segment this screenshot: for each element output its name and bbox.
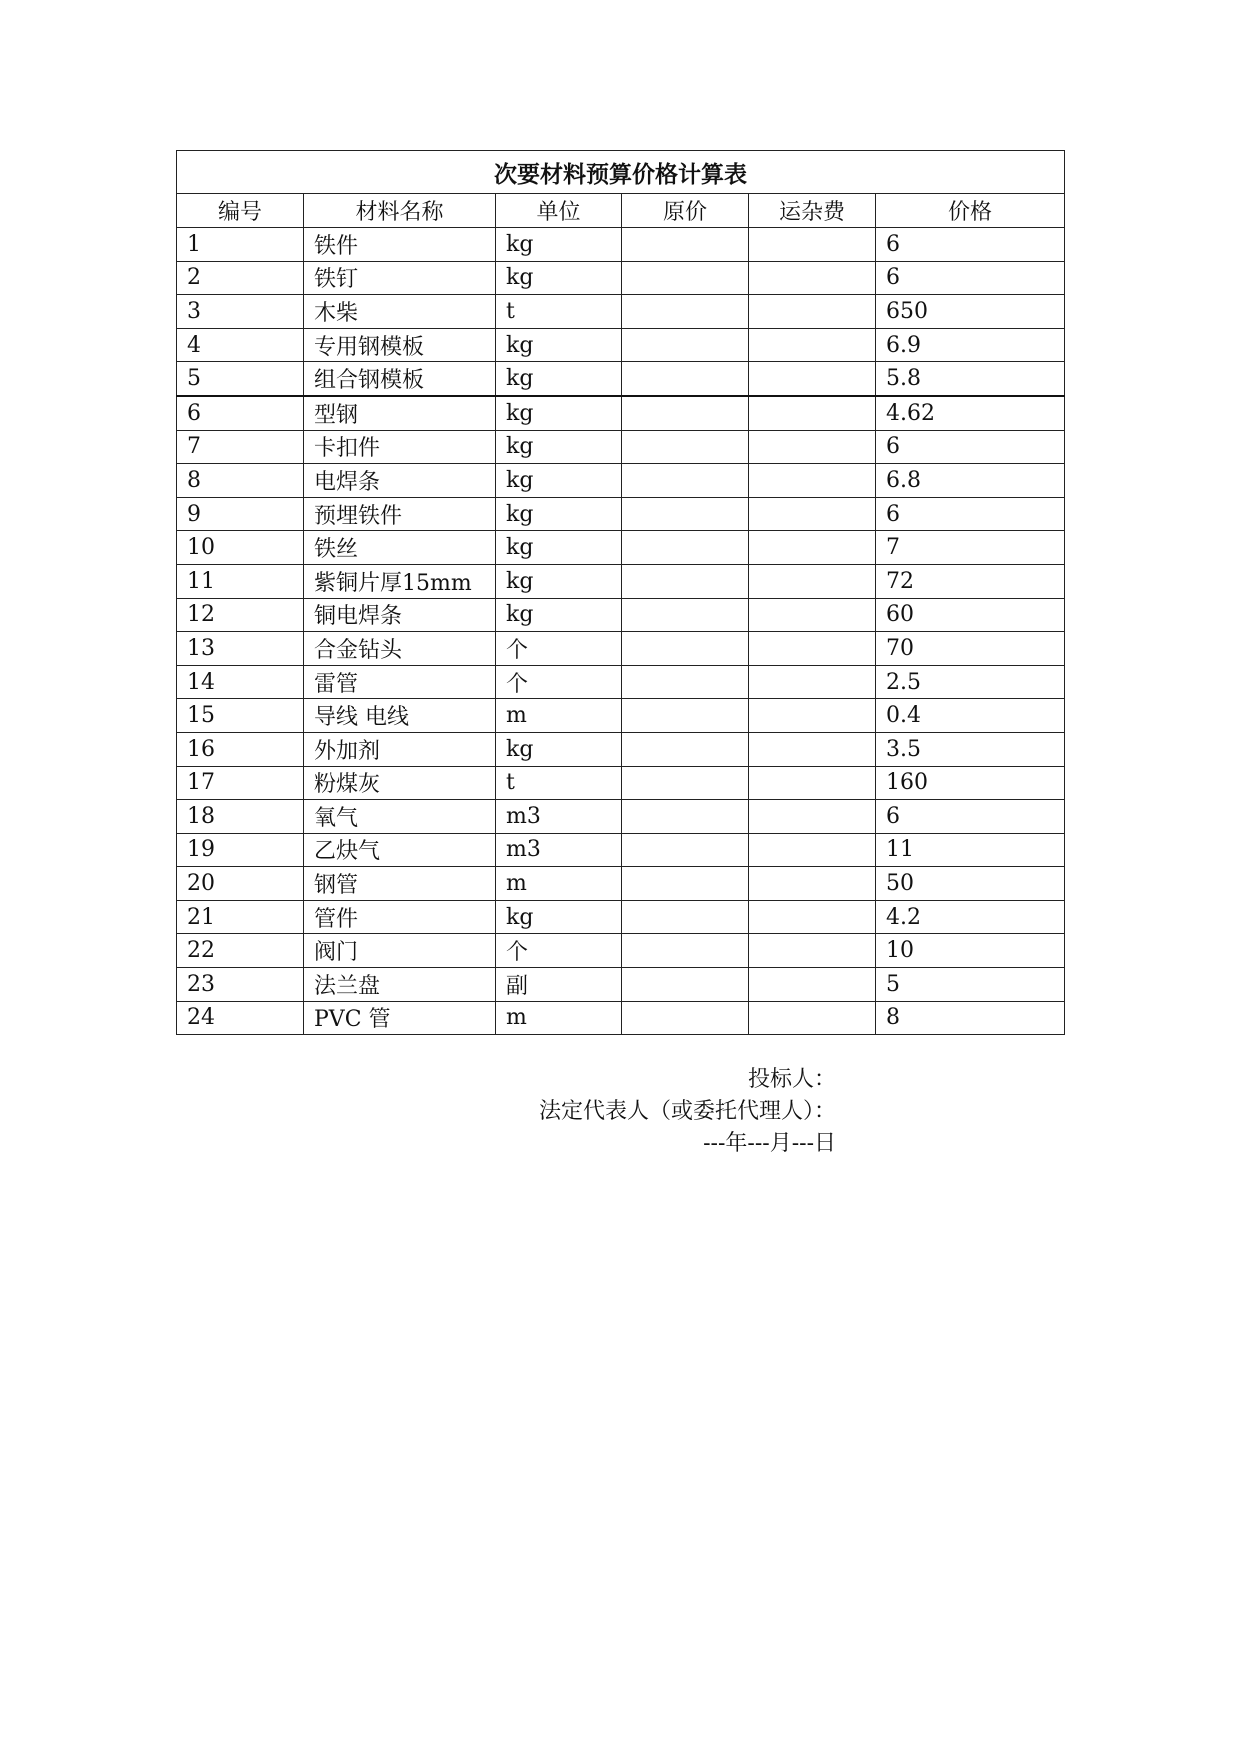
- cell-unit: t: [496, 295, 622, 329]
- cell-no: 16: [177, 732, 304, 766]
- table-row: [177, 732, 1065, 766]
- cell-freight: [749, 531, 876, 565]
- cell-material-name: 卡扣件: [304, 430, 496, 464]
- cell-no: 24: [177, 1001, 304, 1035]
- table-row: [177, 564, 1065, 598]
- cell-unit: kg: [496, 430, 622, 464]
- table-row: [177, 1001, 1065, 1035]
- cell-price: 50: [876, 867, 1065, 901]
- cell-no: 14: [177, 665, 304, 699]
- cell-freight: [749, 328, 876, 362]
- cell-freight: [749, 632, 876, 666]
- cell-freight: [749, 228, 876, 262]
- cell-material-name: 预埋铁件: [304, 497, 496, 531]
- cell-original-price: [622, 295, 749, 329]
- cell-material-name: 导线 电线: [304, 699, 496, 733]
- cell-original-price: [622, 732, 749, 766]
- cell-freight: [749, 564, 876, 598]
- cell-no: 11: [177, 564, 304, 598]
- cell-material-name: 组合钢模板: [304, 362, 496, 396]
- cell-original-price: [622, 261, 749, 295]
- cell-original-price: [622, 632, 749, 666]
- cell-no: 6: [177, 396, 304, 430]
- table-row: [177, 430, 1065, 464]
- cell-material-name: 铁丝: [304, 531, 496, 565]
- cell-original-price: [622, 833, 749, 867]
- cell-original-price: [622, 766, 749, 800]
- cell-price: 4.62: [876, 396, 1065, 430]
- cell-freight: [749, 934, 876, 968]
- cell-material-name: 阀门: [304, 934, 496, 968]
- cell-material-name: 型钢: [304, 396, 496, 430]
- cell-price: 10: [876, 934, 1065, 968]
- cell-unit: m: [496, 699, 622, 733]
- cell-freight: [749, 968, 876, 1002]
- material-price-table: [176, 150, 1065, 1035]
- cell-material-name: 法兰盘: [304, 968, 496, 1002]
- table-row: [177, 396, 1065, 430]
- cell-freight: [749, 1001, 876, 1035]
- cell-price: 6.8: [876, 464, 1065, 498]
- cell-price: 5: [876, 968, 1065, 1002]
- bidder-label: 投标人：: [747, 1067, 836, 1092]
- cell-original-price: [622, 867, 749, 901]
- cell-no: 10: [177, 531, 304, 565]
- table-row: [177, 665, 1065, 699]
- cell-unit: 个: [496, 632, 622, 666]
- header-no: 编号: [177, 194, 304, 228]
- table-row: [177, 228, 1065, 262]
- cell-unit: kg: [496, 732, 622, 766]
- cell-no: 18: [177, 800, 304, 834]
- cell-material-name: 铁件: [304, 228, 496, 262]
- cell-unit: kg: [496, 497, 622, 531]
- cell-no: 4: [177, 328, 304, 362]
- table-row: [177, 968, 1065, 1002]
- cell-material-name: 外加剂: [304, 732, 496, 766]
- cell-original-price: [622, 934, 749, 968]
- cell-no: 1: [177, 228, 304, 262]
- cell-material-name: PVC 管: [304, 1001, 496, 1035]
- cell-original-price: [622, 900, 749, 934]
- cell-price: 4.2: [876, 900, 1065, 934]
- cell-material-name: 管件: [304, 900, 496, 934]
- cell-no: 23: [177, 968, 304, 1002]
- cell-freight: [749, 867, 876, 901]
- table-row: [177, 900, 1065, 934]
- cell-original-price: [622, 228, 749, 262]
- header-material-name: 材料名称: [304, 194, 496, 228]
- cell-price: 5.8: [876, 362, 1065, 396]
- cell-price: 3.5: [876, 732, 1065, 766]
- cell-original-price: [622, 665, 749, 699]
- cell-original-price: [622, 328, 749, 362]
- cell-price: 11: [876, 833, 1065, 867]
- cell-freight: [749, 665, 876, 699]
- cell-unit: 副: [496, 968, 622, 1002]
- table-row: [177, 833, 1065, 867]
- header-price: 价格: [876, 194, 1065, 228]
- cell-material-name: 电焊条: [304, 464, 496, 498]
- cell-no: 15: [177, 699, 304, 733]
- cell-price: 650: [876, 295, 1065, 329]
- cell-unit: kg: [496, 531, 622, 565]
- table-row: [177, 699, 1065, 733]
- header-unit: 单位: [496, 194, 622, 228]
- header-freight: 运杂费: [749, 194, 876, 228]
- table-header-row: [177, 194, 1065, 228]
- cell-unit: t: [496, 766, 622, 800]
- cell-original-price: [622, 362, 749, 396]
- cell-no: 3: [177, 295, 304, 329]
- cell-freight: [749, 833, 876, 867]
- cell-freight: [749, 800, 876, 834]
- cell-unit: m: [496, 1001, 622, 1035]
- cell-unit: kg: [496, 464, 622, 498]
- cell-no: 7: [177, 430, 304, 464]
- cell-no: 19: [177, 833, 304, 867]
- cell-price: 0.4: [876, 699, 1065, 733]
- signature-block: [539, 1064, 836, 1160]
- table-row: [177, 934, 1065, 968]
- cell-original-price: [622, 598, 749, 632]
- cell-unit: kg: [496, 598, 622, 632]
- cell-price: 60: [876, 598, 1065, 632]
- cell-price: 6: [876, 800, 1065, 834]
- cell-freight: [749, 497, 876, 531]
- cell-original-price: [622, 497, 749, 531]
- cell-no: 13: [177, 632, 304, 666]
- cell-freight: [749, 396, 876, 430]
- cell-price: 160: [876, 766, 1065, 800]
- cell-original-price: [622, 396, 749, 430]
- cell-material-name: 粉煤灰: [304, 766, 496, 800]
- cell-no: 5: [177, 362, 304, 396]
- cell-freight: [749, 766, 876, 800]
- cell-freight: [749, 261, 876, 295]
- cell-unit: 个: [496, 934, 622, 968]
- cell-material-name: 铜电焊条: [304, 598, 496, 632]
- cell-freight: [749, 295, 876, 329]
- cell-material-name: 木柴: [304, 295, 496, 329]
- cell-no: 20: [177, 867, 304, 901]
- cell-unit: m: [496, 867, 622, 901]
- cell-no: 9: [177, 497, 304, 531]
- cell-freight: [749, 362, 876, 396]
- cell-unit: kg: [496, 362, 622, 396]
- cell-unit: kg: [496, 261, 622, 295]
- cell-material-name: 铁钉: [304, 261, 496, 295]
- cell-freight: [749, 900, 876, 934]
- cell-unit: m3: [496, 833, 622, 867]
- cell-unit: m3: [496, 800, 622, 834]
- table-row: [177, 295, 1065, 329]
- cell-material-name: 乙炔气: [304, 833, 496, 867]
- cell-freight: [749, 699, 876, 733]
- table-body: [177, 228, 1065, 1035]
- cell-unit: kg: [496, 396, 622, 430]
- header-original-price: 原价: [622, 194, 749, 228]
- cell-no: 12: [177, 598, 304, 632]
- cell-freight: [749, 598, 876, 632]
- cell-freight: [749, 430, 876, 464]
- cell-original-price: [622, 430, 749, 464]
- cell-no: 8: [177, 464, 304, 498]
- cell-material-name: 合金钻头: [304, 632, 496, 666]
- cell-price: 70: [876, 632, 1065, 666]
- cell-material-name: 专用钢模板: [304, 328, 496, 362]
- table-row: [177, 362, 1065, 396]
- cell-price: 72: [876, 564, 1065, 598]
- cell-no: 2: [177, 261, 304, 295]
- cell-unit: kg: [496, 564, 622, 598]
- cell-material-name: 钢管: [304, 867, 496, 901]
- table-row: [177, 766, 1065, 800]
- table-row: [177, 867, 1065, 901]
- cell-price: 8: [876, 1001, 1065, 1035]
- cell-material-name: 雷管: [304, 665, 496, 699]
- table-row: [177, 497, 1065, 531]
- table-row: [177, 632, 1065, 666]
- cell-no: 22: [177, 934, 304, 968]
- cell-freight: [749, 464, 876, 498]
- cell-unit: kg: [496, 228, 622, 262]
- cell-original-price: [622, 564, 749, 598]
- cell-unit: 个: [496, 665, 622, 699]
- cell-original-price: [622, 531, 749, 565]
- cell-unit: kg: [496, 328, 622, 362]
- cell-price: 7: [876, 531, 1065, 565]
- cell-original-price: [622, 1001, 749, 1035]
- cell-original-price: [622, 968, 749, 1002]
- table-row: [177, 598, 1065, 632]
- cell-freight: [749, 732, 876, 766]
- legal-representative-label: 法定代表人（或委托代理人）：: [538, 1099, 836, 1124]
- cell-price: 6: [876, 261, 1065, 295]
- table-row: [177, 464, 1065, 498]
- cell-original-price: [622, 699, 749, 733]
- cell-price: 6.9: [876, 328, 1065, 362]
- table-row: [177, 800, 1065, 834]
- cell-price: 6: [876, 228, 1065, 262]
- cell-no: 17: [177, 766, 304, 800]
- cell-price: 6: [876, 497, 1065, 531]
- table-row: [177, 531, 1065, 565]
- cell-no: 21: [177, 900, 304, 934]
- table-title: 次要材料预算价格计算表: [177, 151, 1065, 194]
- cell-unit: kg: [496, 900, 622, 934]
- cell-price: 6: [876, 430, 1065, 464]
- cell-material-name: 氧气: [304, 800, 496, 834]
- date-line: ---年---月---日: [703, 1131, 836, 1156]
- cell-original-price: [622, 800, 749, 834]
- table-row: [177, 328, 1065, 362]
- cell-original-price: [622, 464, 749, 498]
- cell-material-name: 紫铜片厚15mm: [304, 564, 496, 598]
- table-title-row: [177, 151, 1065, 194]
- table-row: [177, 261, 1065, 295]
- cell-price: 2.5: [876, 665, 1065, 699]
